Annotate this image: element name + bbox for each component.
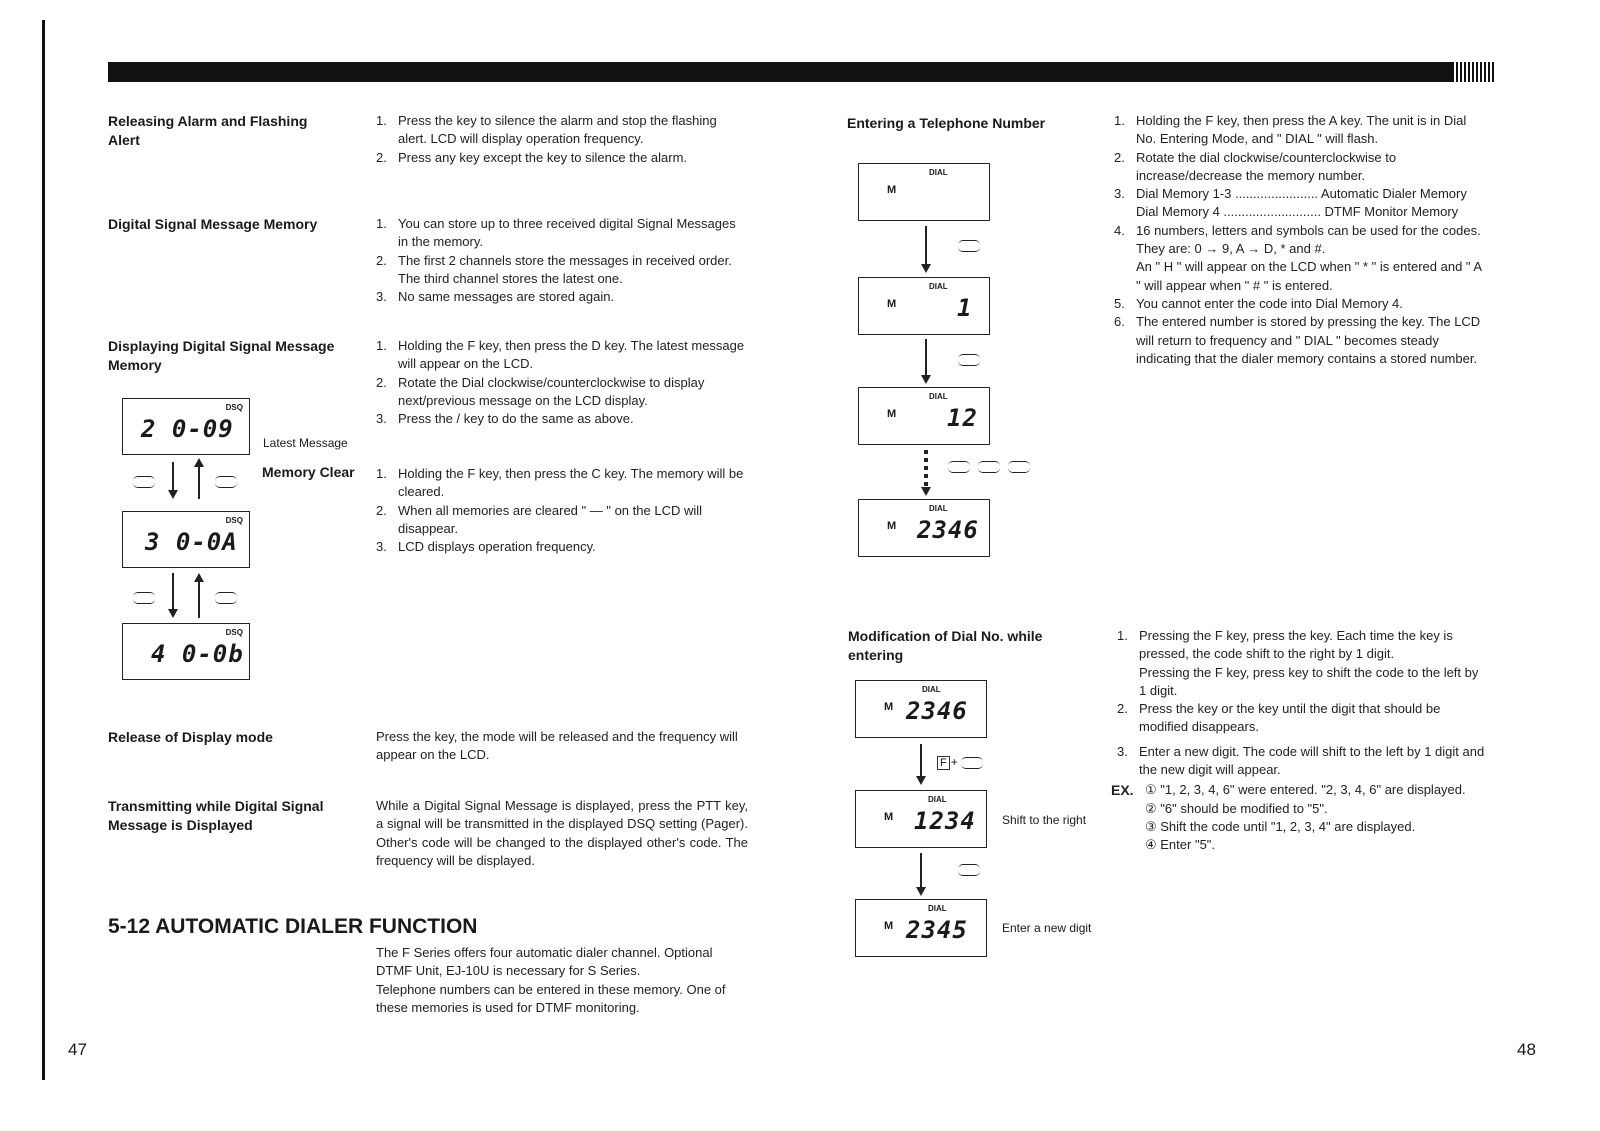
- entering-phone-title: Entering a Telephone Number: [847, 115, 1046, 131]
- shift-right-label: Shift to the right: [1002, 813, 1087, 827]
- dsm-memory-steps: 1. You can store up to three received digital Signal Messages in the memory. 2. The first 2 channels store the messages in received order. The third channel stores the latest one. 3. No same messages are stored again.: [376, 216, 736, 305]
- lcd-display: DIAL M 2346: [855, 680, 987, 738]
- page-number-right: 48: [1517, 1040, 1536, 1059]
- up-key-icon: [948, 461, 970, 473]
- arrow-line: [198, 467, 200, 499]
- lcd-display: DIAL M 1234: [855, 790, 987, 848]
- down-arrow: [168, 609, 178, 618]
- down-arrow: [168, 490, 178, 499]
- down-arrow: [921, 264, 931, 273]
- displaying-dsm-title: Displaying Digital Signal Message Memory: [108, 338, 335, 373]
- releasing-alarm-steps: 1. Press the key to silence the alarm and stop the flashing alert. LCD will display operation frequency. 2. Press any key except the key to silence the alarm.: [376, 113, 717, 165]
- up-key-icon: [215, 476, 237, 488]
- up-key-icon: [215, 592, 237, 604]
- down-arrow: [921, 487, 931, 496]
- memory-clear-title: Memory Clear: [262, 464, 355, 480]
- dsm-memory-title: Digital Signal Message Memory: [108, 216, 318, 232]
- releasing-alarm-title: Releasing Alarm and Flashing Alert: [108, 113, 308, 148]
- memory-clear-steps: 1. Holding the F key, then press the C key. The memory will be cleared. 2. When all memories are cleared " — " on the LCD will disappear. 3. LCD displays operation frequency.: [376, 466, 744, 555]
- arrow-line: [925, 226, 927, 266]
- arrow-line: [920, 744, 922, 778]
- enter-digit-label: Enter a new digit: [1002, 921, 1092, 935]
- ex-label: EX.: [1111, 782, 1134, 799]
- lcd-display: DIAL M 1: [858, 277, 990, 335]
- lcd-display: DIAL M: [858, 163, 990, 221]
- lcd-display: DIAL M 2345: [855, 899, 987, 957]
- down-arrow: [921, 375, 931, 384]
- auto-dialer-title: 5-12 AUTOMATIC DIALER FUNCTION: [108, 915, 478, 938]
- header-bar-stripes: [1454, 62, 1494, 82]
- lcd-display: DSQ 2 0-09: [122, 398, 250, 455]
- up-arrow: [194, 458, 204, 467]
- modification-title: Modification of Dial No. while entering: [848, 628, 1043, 663]
- release-display-text: Press the key, the mode will be released and the frequency will appear on the LCD.: [376, 729, 738, 763]
- down-key-icon: [133, 476, 155, 488]
- transmitting-title: Transmitting while Digital Signal Message is Displayed: [108, 798, 324, 833]
- up-key-icon: [978, 461, 1000, 473]
- down-arrow: [916, 776, 926, 785]
- arrow-line: [925, 339, 927, 377]
- up-arrow: [194, 573, 204, 582]
- entering-phone-steps: 1. Holding the F key, then press the A key. The unit is in Dial No. Entering Mode, and " DIAL " will flash. 2. Rotate the dial clockwise/counterclockwise to increase/decrease the memory number. 3. Dial Memory 1-3 ....................... Automatic Dialer Memory Dial Memory 4 ........................... DTMF Monitor Memory 4. 16 numbers, letters and symbols can be used for the codes. They are: 0 → 9, A → D, * and #. An " H " will appear on the LCD when " * " is entered and " A " will appear when " # " is entered. 5. You cannot enter the code into Dial Memory 4. 6. The entered number is stored by pressing the key. The LCD will return to frequency and " DIAL " becomes steady indicating that the dialer memory contains a stored number.: [1114, 113, 1482, 366]
- down-arrow: [916, 887, 926, 896]
- modification-steps: 1. Pressing the F key, press the key. Each time the key is pressed, the code shift to the right by 1 digit. Pressing the F key, press key to shift the code to the left by 1 digit. 2. Press the key or the key until the digit that should be modified disappears. 3. Enter a new digit. The code will shift to the left by 1 digit and the new digit will appear. EX. ① "1, 2, 3, 4, 6" were entered. "2, 3, 4, 6" are displayed. ② "6" should be modified to "5". ③ Shift the code until "1, 2, 3, 4" are displayed. ④ Enter "5".: [1111, 628, 1485, 853]
- f-plus-key-icon: F +: [936, 755, 986, 770]
- lcd-display: DIAL M 12: [858, 387, 990, 445]
- arrow-line: [920, 853, 922, 889]
- release-display-title: Release of Display mode: [108, 729, 273, 745]
- displaying-dsm-steps: 1. Holding the F key, then press the D key. The latest message will appear on the LCD. 2. Rotate the Dial clockwise/counterclockwise to display next/previous message on the LCD display. 3. Press the / key to do the same as above.: [376, 338, 745, 427]
- down-key-icon: [133, 592, 155, 604]
- arrow-line: [198, 582, 200, 618]
- transmitting-text: While a Digital Signal Message is displayed, press the PTT key, a signal will be transmitted in the displayed DSQ setting (Pager). Other's code will be changed to the displayed other's code. The frequency will be displayed.: [376, 798, 748, 868]
- lcd-display: DIAL M 2346: [858, 499, 990, 557]
- arrow-line: [172, 573, 174, 611]
- up-key-icon: [958, 864, 980, 876]
- binding-line: [42, 20, 45, 1080]
- up-key-icon: [958, 240, 980, 252]
- dotted-line: [924, 450, 928, 488]
- up-key-icon: [958, 354, 980, 366]
- header-bar: [108, 62, 1494, 82]
- lcd-display: DSQ 4 0-0b: [122, 623, 250, 680]
- lcd-display: DSQ 3 0-0A: [122, 511, 250, 568]
- up-key-icon: [1008, 461, 1030, 473]
- page-number-left: 47: [68, 1040, 87, 1059]
- arrow-line: [172, 462, 174, 492]
- latest-message-label: Latest Message: [263, 436, 348, 450]
- auto-dialer-text: The F Series offers four automatic dialer channel. Optional DTMF Unit, EJ-10U is necessary for S Series. Telephone numbers can be entered in these memory. One of these memories is used for DTMF monitoring.: [376, 945, 726, 1015]
